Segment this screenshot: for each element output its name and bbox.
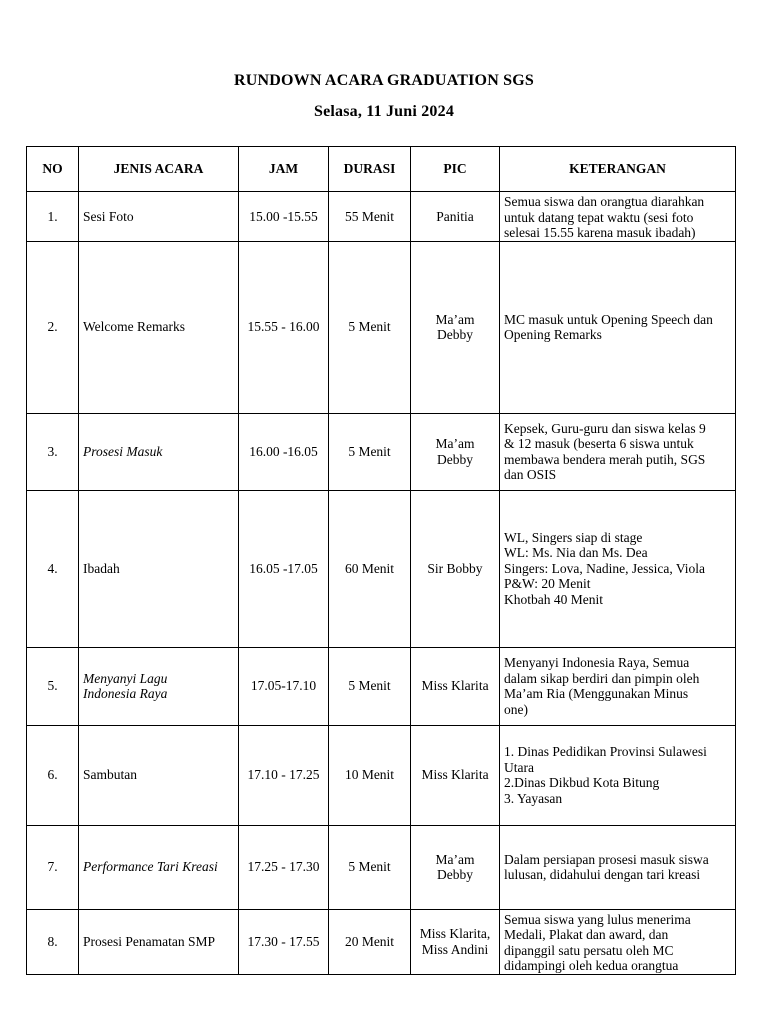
- row-jam: 17.30 - 17.55: [239, 909, 329, 974]
- row-pic: Miss Klarita: [411, 647, 500, 725]
- row-pic: Ma’am Debby: [411, 413, 500, 490]
- row-keterangan: 1. Dinas Pedidikan Provinsi Sulawesi Utara 2.Dinas Dikbud Kota Bitung 3. Yayasan: [500, 725, 736, 825]
- row-durasi: 5 Menit: [329, 413, 411, 490]
- row-no: 5.: [27, 647, 79, 725]
- rundown-table: [26, 146, 736, 975]
- table-row: [27, 192, 736, 242]
- row-no: 8.: [27, 909, 79, 974]
- row-durasi: 10 Menit: [329, 725, 411, 825]
- row-acara: Prosesi Penamatan SMP: [79, 909, 239, 974]
- header-keterangan: KETERANGAN: [500, 147, 736, 192]
- row-jam: 17.25 - 17.30: [239, 825, 329, 909]
- table-row: [27, 725, 736, 825]
- header-row: [27, 147, 736, 192]
- row-jam: 16.05 -17.05: [239, 490, 329, 647]
- row-durasi: 5 Menit: [329, 825, 411, 909]
- row-keterangan: Kepsek, Guru-guru dan siswa kelas 9 & 12 masuk (beserta 6 siswa untuk membawa bendera merah putih, SGS dan OSIS: [500, 413, 736, 490]
- row-keterangan: Dalam persiapan prosesi masuk siswa lulusan, didahului dengan tari kreasi: [500, 825, 736, 909]
- row-jam: 17.05-17.10: [239, 647, 329, 725]
- table-row: [27, 647, 736, 725]
- row-keterangan: Semua siswa dan orangtua diarahkan untuk datang tepat waktu (sesi foto selesai 15.55 karena masuk ibadah): [500, 192, 736, 242]
- document-date: Selasa, 11 Juni 2024: [313, 103, 455, 120]
- row-acara: Menyanyi Lagu Indonesia Raya: [79, 647, 239, 725]
- row-pic: Miss Klarita, Miss Andini: [411, 909, 500, 974]
- row-acara: Prosesi Masuk: [79, 413, 239, 490]
- row-durasi: 55 Menit: [329, 192, 411, 242]
- row-acara: Performance Tari Kreasi: [79, 825, 239, 909]
- row-no: 3.: [27, 413, 79, 490]
- row-no: 1.: [27, 192, 79, 242]
- table-row: [27, 241, 736, 413]
- header-pic: PIC: [411, 147, 500, 192]
- header-durasi: DURASI: [329, 147, 411, 192]
- row-keterangan: MC masuk untuk Opening Speech dan Opening Remarks: [500, 241, 736, 413]
- table-row: [27, 909, 736, 974]
- header-jenis-acara: JENIS ACARA: [79, 147, 239, 192]
- row-jam: 15.00 -15.55: [239, 192, 329, 242]
- document-title: RUNDOWN ACARA GRADUATION SGS: [234, 72, 534, 89]
- row-no: 2.: [27, 241, 79, 413]
- row-pic: Sir Bobby: [411, 490, 500, 647]
- table-row: [27, 490, 736, 647]
- row-pic: Ma’am Debby: [411, 241, 500, 413]
- row-pic: Miss Klarita: [411, 725, 500, 825]
- row-acara: Sambutan: [79, 725, 239, 825]
- row-no: 6.: [27, 725, 79, 825]
- row-durasi: 60 Menit: [329, 490, 411, 647]
- row-no: 7.: [27, 825, 79, 909]
- row-no: 4.: [27, 490, 79, 647]
- row-jam: 16.00 -16.05: [239, 413, 329, 490]
- table-row: [27, 413, 736, 490]
- table-row: [27, 825, 736, 909]
- row-keterangan: Menyanyi Indonesia Raya, Semua dalam sikap berdiri dan pimpin oleh Ma’am Ria (Menggunakan Minus one): [500, 647, 736, 725]
- row-acara: Welcome Remarks: [79, 241, 239, 413]
- header-jam: JAM: [239, 147, 329, 192]
- row-durasi: 5 Menit: [329, 241, 411, 413]
- row-durasi: 20 Menit: [329, 909, 411, 974]
- row-jam: 17.10 - 17.25: [239, 725, 329, 825]
- row-keterangan: Semua siswa yang lulus menerima Medali, Plakat dan award, dan dipanggil satu persatu oleh MC didampingi oleh kedua orangtua: [500, 909, 736, 974]
- row-jam: 15.55 - 16.00: [239, 241, 329, 413]
- header-no: NO: [27, 147, 79, 192]
- row-durasi: 5 Menit: [329, 647, 411, 725]
- row-pic: Panitia: [411, 192, 500, 242]
- row-acara: Ibadah: [79, 490, 239, 647]
- row-acara: Sesi Foto: [79, 192, 239, 242]
- row-keterangan: WL, Singers siap di stage WL: Ms. Nia dan Ms. Dea Singers: Lova, Nadine, Jessica, Viola P&W: 20 Menit Khotbah 40 Menit: [500, 490, 736, 647]
- row-pic: Ma’am Debby: [411, 825, 500, 909]
